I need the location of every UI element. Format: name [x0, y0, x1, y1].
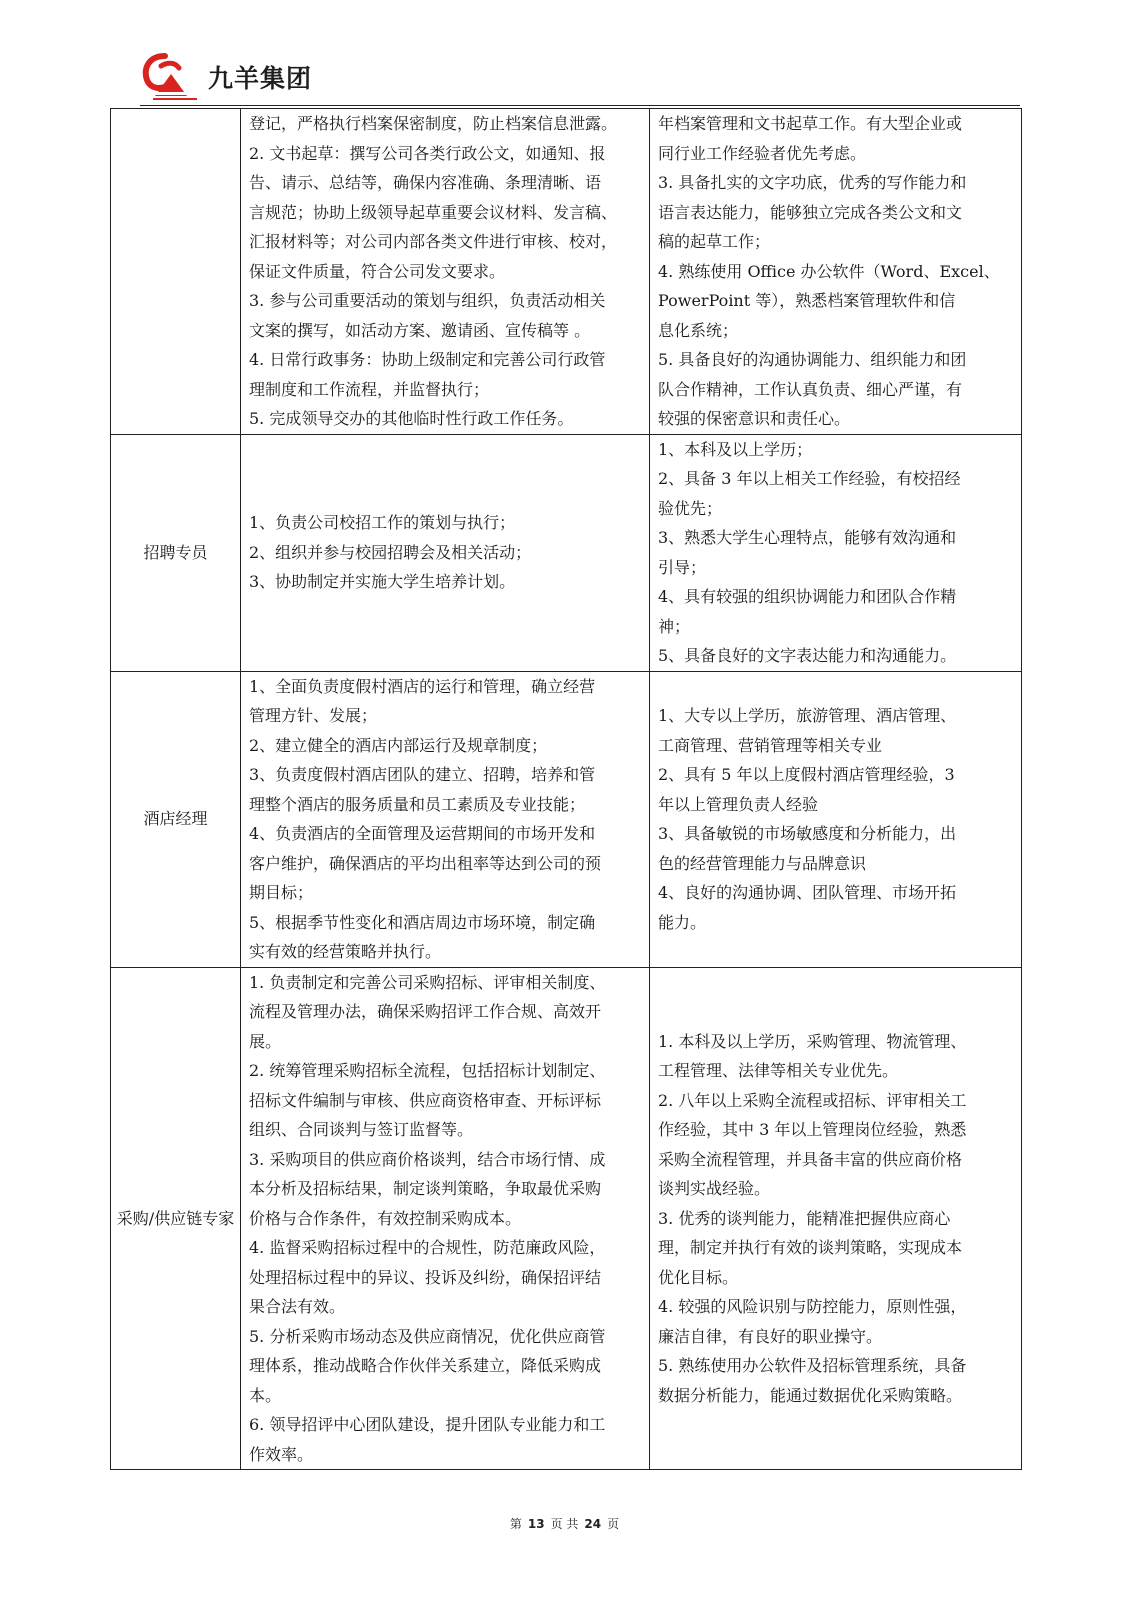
page-header [141, 52, 421, 102]
requirement-line: 5. 具备良好的沟通协调能力、组织能力和团 [658, 350, 967, 369]
duties-cell [241, 434, 650, 671]
duty-line: 言规范；协助上级领导起草重要会议材料、发言稿、 [249, 202, 618, 222]
requirement-line: 谈判实战经验。 [658, 1179, 771, 1198]
duty-line: 3. 采购项目的供应商价格谈判，结合市场行情、成 [249, 1149, 606, 1169]
requirement-line: 优化目标。 [658, 1267, 739, 1287]
requirements-cell [650, 671, 1022, 967]
requirement-line: 作经验，其中 3 年以上管理岗位经验，熟悉 [658, 1120, 967, 1139]
requirement-line: 数据分析能力，能通过数据优化采购策略。 [658, 1385, 963, 1405]
duty-line: 4. 日常行政事务：协助上级制定和完善公司行政管 [249, 350, 606, 369]
requirements-cell [650, 967, 1022, 1470]
header-divider [140, 105, 1020, 106]
total-pages: 24 [584, 1517, 602, 1531]
duty-line: 2、建立健全的酒店内部运行及规章制度； [249, 735, 548, 755]
duty-line: 价格与合作条件，有效控制采购成本。 [249, 1208, 522, 1228]
requirement-line: 同行业工作经验者优先考虑。 [658, 143, 867, 163]
duty-line: 处理招标过程中的异议、投诉及纠纷，确保招评结 [249, 1267, 602, 1287]
footer-prefix: 第 [509, 1517, 522, 1531]
requirement-line: 5. 熟练使用办公软件及招标管理系统，具备 [658, 1356, 967, 1375]
duty-line: 本分析及招标结果，制定谈判策略，争取最优采购 [249, 1179, 602, 1198]
job-row [111, 967, 1022, 1470]
duty-line: 3、协助制定并实施大学生培养计划。 [249, 572, 516, 592]
requirement-line: 3、具备敏锐的市场敏感度和分析能力，出 [658, 824, 957, 843]
duty-line: 理制度和工作流程，并监督执行； [249, 379, 490, 399]
requirement-line: 廉洁自律，有良好的职业操守。 [658, 1326, 883, 1346]
requirements-cell [650, 434, 1022, 671]
duty-line: 6. 领导招评中心团队建设，提升团队专业能力和工 [249, 1415, 606, 1434]
duty-line: 本。 [249, 1385, 282, 1405]
duty-line: 1、负责公司校招工作的策划与执行； [249, 513, 516, 533]
duty-line: 3. 参与公司重要活动的策划与组织，负责活动相关 [249, 291, 606, 310]
duties-cell [241, 109, 650, 435]
requirement-line: 2. 八年以上采购全流程或招标、评审相关工 [658, 1090, 967, 1110]
duty-line: 3、负责度假村酒店团队的建立、招聘，培养和管 [249, 765, 596, 784]
requirement-line: 工程管理、法律等相关专业优先。 [658, 1061, 899, 1080]
job-row [111, 109, 1022, 435]
duty-line: 5. 完成领导交办的其他临时性行政工作任务。 [249, 409, 574, 428]
requirement-line: 4. 熟练使用 Office 办公软件（Word、Excel、 [658, 261, 1000, 281]
requirement-line: 3、熟悉大学生心理特点，能够有效沟通和 [658, 528, 957, 547]
requirement-line: 色的经营管理能力与品牌意识 [658, 853, 867, 873]
duty-line: 招标文件编制与审核、供应商资格审查、开标评标 [249, 1090, 602, 1110]
duty-line: 汇报材料等；对公司内部各类文件进行审核、校对， [249, 232, 618, 251]
duty-line: 5、根据季节性变化和酒店周边市场环境，制定确 [249, 912, 596, 932]
duty-line: 5. 分析采购市场动态及供应商情况，优化供应商管 [249, 1326, 606, 1346]
requirement-line: 1、本科及以上学历； [658, 439, 813, 459]
duty-line: 2. 统筹管理采购招标全流程，包括招标计划制定、 [249, 1061, 606, 1080]
duty-line: 理体系，推动战略合作伙伴关系建立，降低采购成 [249, 1356, 602, 1375]
requirement-line: 息化系统； [658, 320, 739, 340]
position-title: 采购/供应链专家 [116, 1208, 235, 1228]
requirement-line: PowerPoint 等），熟悉档案管理软件和信 [658, 291, 956, 310]
duty-line: 流程及管理办法，确保采购招评工作合规、高效开 [249, 1002, 602, 1021]
duty-line: 客户维护，确保酒店的平均出租率等达到公司的预 [249, 853, 602, 873]
requirement-line: 采购全流程管理，并具备丰富的供应商价格 [658, 1149, 963, 1169]
duty-line: 期目标； [249, 883, 314, 902]
requirement-line: 理，制定并执行有效的谈判策略，实现成本 [658, 1238, 963, 1257]
company-name: 九羊集团 [208, 64, 313, 93]
duty-line: 组织、合同谈判与签订监督等。 [249, 1120, 474, 1139]
position-cell [111, 671, 241, 967]
duty-line: 1、全面负责度假村酒店的运行和管理，确立经营 [249, 676, 596, 696]
position-title: 酒店经理 [143, 809, 208, 829]
requirement-line: 队合作精神，工作认真负责、细心严谨，有 [658, 379, 963, 399]
requirement-line: 1. 本科及以上学历，采购管理、物流管理、 [658, 1031, 967, 1051]
requirement-line: 5、具备良好的文字表达能力和沟通能力。 [658, 646, 957, 665]
job-row [111, 671, 1022, 967]
requirement-line: 稿的起草工作； [658, 232, 771, 251]
duties-cell [241, 671, 650, 967]
duty-line: 2、组织并参与校园招聘会及相关活动； [249, 542, 532, 562]
position-cell [111, 434, 241, 671]
page-footer [0, 1515, 1129, 1532]
requirement-line: 引导； [658, 557, 707, 577]
requirement-line: 1、大专以上学历，旅游管理、酒店管理、 [658, 706, 957, 725]
duty-line: 登记，严格执行档案保密制度，防止档案信息泄露。 [249, 114, 618, 133]
requirement-line: 2、具有 5 年以上度假村酒店管理经验，3 [658, 765, 955, 784]
duty-line: 保证文件质量，符合公司发文要求。 [249, 261, 506, 281]
requirement-line: 较强的保密意识和责任心。 [658, 409, 851, 428]
requirement-line: 3. 具备扎实的文字功底，优秀的写作能力和 [658, 173, 967, 192]
requirement-line: 神； [658, 616, 691, 636]
job-row [111, 434, 1022, 671]
footer-suffix: 页 [607, 1517, 620, 1531]
position-cell [111, 109, 241, 435]
position-cell [111, 967, 241, 1470]
duty-line: 作效率。 [249, 1444, 314, 1464]
requirement-line: 工商管理、营销管理等相关专业 [658, 735, 883, 755]
job-table [110, 108, 1022, 1470]
duty-line: 1. 负责制定和完善公司采购招标、评审相关制度、 [249, 972, 606, 992]
duty-line: 理整个酒店的服务质量和员工素质及专业技能； [249, 794, 586, 814]
requirement-line: 验优先； [658, 498, 723, 518]
duty-line: 2. 文书起草：撰写公司各类行政公文，如通知、报 [249, 143, 606, 163]
page-number: 13 [527, 1517, 545, 1531]
requirement-line: 语言表达能力，能够独立完成各类公文和文 [658, 202, 963, 222]
requirement-line: 年以上管理负责人经验 [658, 794, 819, 814]
duty-line: 果合法有效。 [249, 1297, 346, 1316]
duty-line: 展。 [249, 1031, 282, 1051]
footer-mid: 页 共 [550, 1517, 579, 1531]
requirements-cell [650, 109, 1022, 435]
requirement-line: 3. 优秀的谈判能力，能精准把握供应商心 [658, 1208, 951, 1228]
duty-line: 管理方针、发展； [249, 706, 378, 725]
requirement-line: 2、具备 3 年以上相关工作经验，有校招经 [658, 469, 961, 488]
duties-cell [241, 967, 650, 1470]
duty-line: 4. 监督采购招标过程中的合规性，防范廉政风险， [249, 1238, 606, 1257]
requirement-line: 4、具有较强的组织协调能力和团队合作精 [658, 587, 957, 606]
duty-line: 4、负责酒店的全面管理及运营期间的市场开发和 [249, 824, 596, 843]
position-title: 招聘专员 [143, 542, 208, 562]
company-logo-icon [141, 52, 203, 102]
requirement-line: 4. 较强的风险识别与防控能力，原则性强， [658, 1297, 967, 1316]
duty-line: 实有效的经营策略并执行。 [249, 942, 442, 961]
duty-line: 告、请示、总结等，确保内容准确、条理清晰、语 [249, 173, 602, 192]
requirement-line: 能力。 [658, 912, 707, 932]
duty-line: 文案的撰写，如活动方案、邀请函、宣传稿等 。 [249, 320, 591, 340]
requirement-line: 4、良好的沟通协调、团队管理、市场开拓 [658, 883, 957, 902]
requirement-line: 年档案管理和文书起草工作。有大型企业或 [658, 114, 963, 133]
